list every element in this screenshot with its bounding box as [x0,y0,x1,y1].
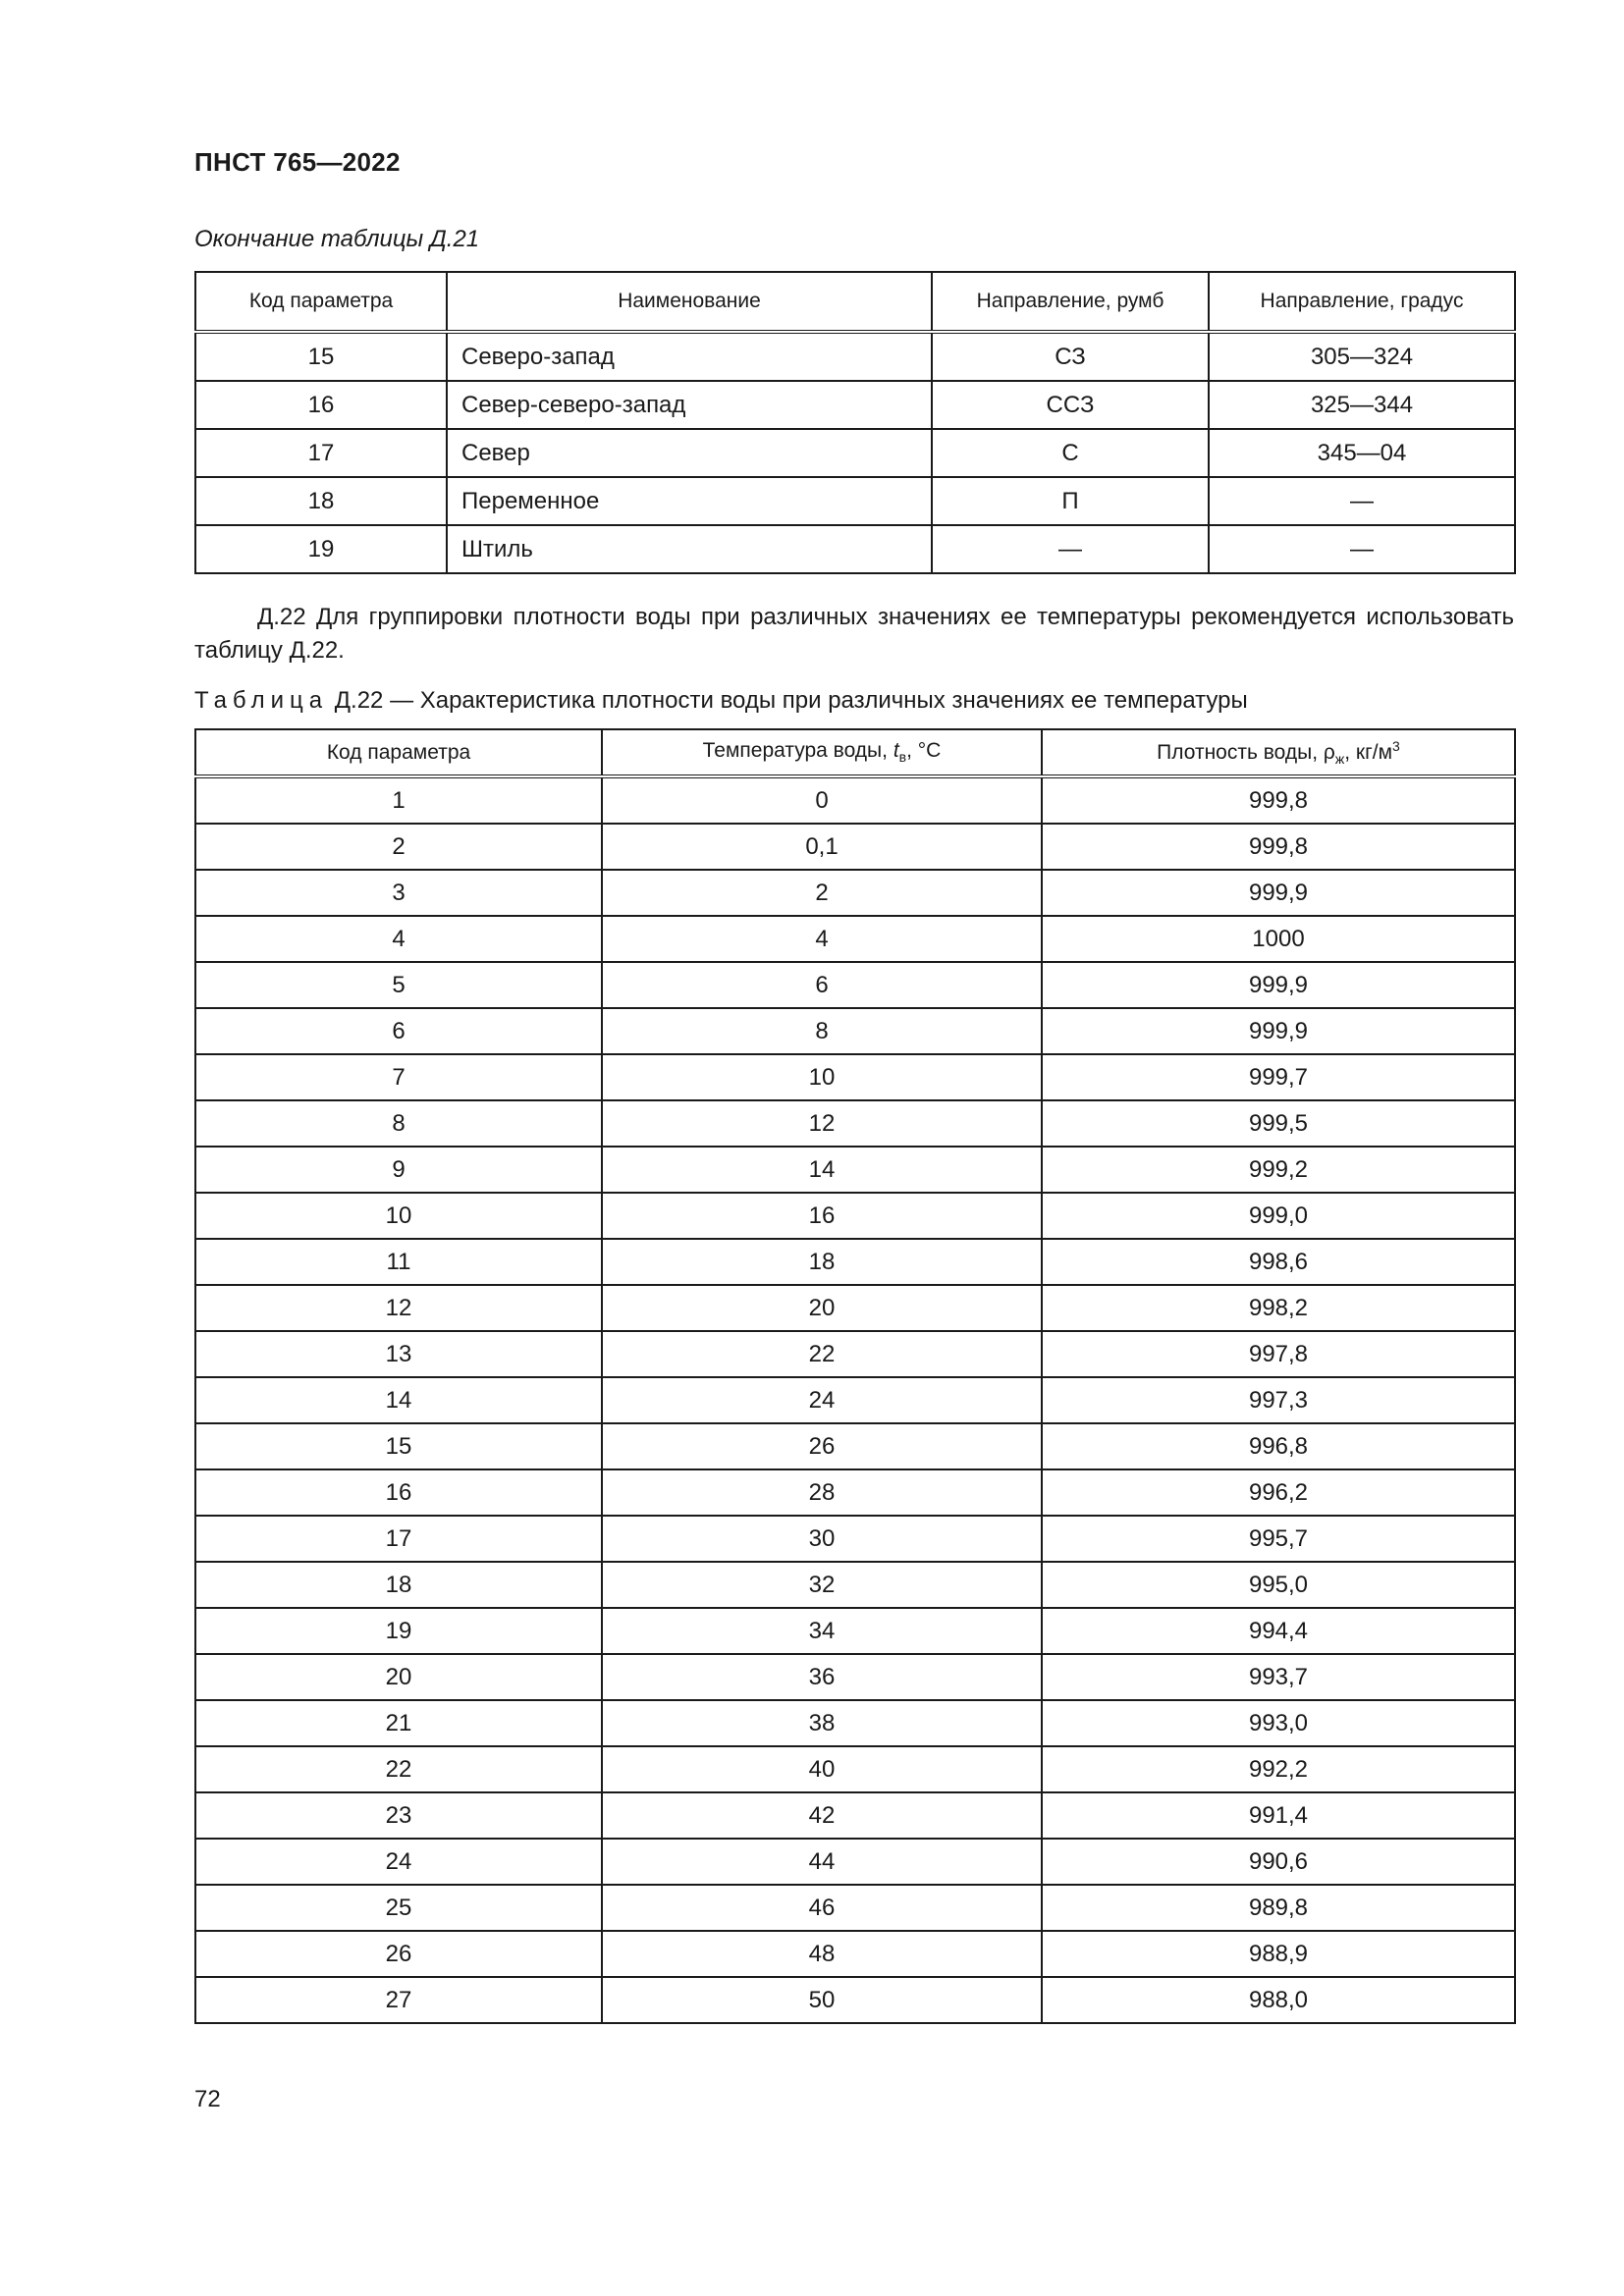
table-row [195,870,1515,916]
table-cell: 16 [195,1469,602,1516]
table-cell: Переменное [447,477,932,525]
table-cell: 15 [195,332,447,381]
temperature-subscript: в [898,749,907,766]
table-row [195,1885,1515,1931]
table-cell: 1000 [1042,916,1515,962]
table-cell: 7 [195,1054,602,1100]
table-cell: 995,0 [1042,1562,1515,1608]
table-row [195,1562,1515,1608]
table-cell: 989,8 [1042,1885,1515,1931]
table-row [195,1746,1515,1792]
caption-text: Д.22 — Характеристика плотности воды при различных значениях ее температуры [328,687,1248,714]
table-cell: 998,6 [1042,1239,1515,1285]
table-cell: 999,9 [1042,1008,1515,1054]
table-cell: Север-северо-запад [447,381,932,429]
table-cell: 9 [195,1147,602,1193]
table-cell: 3 [195,870,602,916]
table-cell: 999,9 [1042,870,1515,916]
table-cell: Штиль [447,525,932,573]
density-subscript: ж [1334,751,1345,768]
table-row [195,1792,1515,1839]
table-row [195,1608,1515,1654]
table-row [195,1839,1515,1885]
table-cell: 999,8 [1042,824,1515,870]
table-cell: 38 [602,1700,1042,1746]
table-cell: 325—344 [1209,381,1515,429]
table-cell: 8 [602,1008,1042,1054]
table-cell: 17 [195,1516,602,1562]
table-row [195,1100,1515,1147]
table-cell: 12 [602,1100,1042,1147]
table-row [195,1654,1515,1700]
table-cell: 999,2 [1042,1147,1515,1193]
table-d21 [194,271,1516,574]
table-cell: 18 [195,1562,602,1608]
table-cell: 993,7 [1042,1654,1515,1700]
temperature-unit: , °С [906,739,942,763]
table-cell: 46 [602,1885,1042,1931]
table-cell: 24 [602,1377,1042,1423]
temperature-symbol: t [893,739,899,763]
column-header: Наименование [447,272,932,332]
table-row [195,525,1515,573]
table-cell: 44 [602,1839,1042,1885]
table-row [195,1054,1515,1100]
table-cell: 999,8 [1042,776,1515,824]
table-cell: 997,8 [1042,1331,1515,1377]
table-cell: — [1209,477,1515,525]
table-cell: 48 [602,1931,1042,1977]
table-cell: 305—324 [1209,332,1515,381]
paragraph-d22: Д.22 Для группировки плотности воды при различных значениях ее температуры рекомендуется использовать таблицу Д.22. [194,604,1514,664]
table-cell: 21 [195,1700,602,1746]
table-header-row [195,729,1515,776]
table-cell: 17 [195,429,447,477]
table-cell: СЗ [932,332,1209,381]
table-cell: 12 [195,1285,602,1331]
table-cell: 18 [602,1239,1042,1285]
table-row [195,1285,1515,1331]
table-cell: 10 [195,1193,602,1239]
table-cell: 999,9 [1042,962,1515,1008]
table-cell: 16 [602,1193,1042,1239]
table-cell: 25 [195,1885,602,1931]
table-row [195,1469,1515,1516]
table-cell: 30 [602,1516,1042,1562]
table-cell: 995,7 [1042,1516,1515,1562]
table-cell: 988,9 [1042,1931,1515,1977]
table-row [195,1977,1515,2023]
table-row [195,1008,1515,1054]
table-row [195,776,1515,824]
table-cell: 34 [602,1608,1042,1654]
table-cell: 14 [602,1147,1042,1193]
table-d22-caption [194,687,1248,715]
header-text: Плотность воды, ρ [1157,740,1335,764]
table-cell: 22 [602,1331,1042,1377]
table-cell: 999,7 [1042,1054,1515,1100]
table-cell: 997,3 [1042,1377,1515,1423]
table-cell: 11 [195,1239,602,1285]
table-cell: 996,2 [1042,1469,1515,1516]
table-cell: 13 [195,1331,602,1377]
table-cell: — [1209,525,1515,573]
column-header: Направление, румб [932,272,1209,332]
table-cell: 5 [195,962,602,1008]
page-number: 72 [194,2086,221,2112]
table-row [195,824,1515,870]
table-cell: 40 [602,1746,1042,1792]
table-cell: 10 [602,1054,1042,1100]
table-row [195,332,1515,381]
table-row [195,381,1515,429]
table-cell: 14 [195,1377,602,1423]
table-row [195,477,1515,525]
table-cell: 32 [602,1562,1042,1608]
table-cell: 999,5 [1042,1100,1515,1147]
table-row [195,1516,1515,1562]
table-row [195,916,1515,962]
table-row [195,429,1515,477]
table-cell: 994,4 [1042,1608,1515,1654]
table-cell: 2 [602,870,1042,916]
table-d21-caption: Окончание таблицы Д.21 [194,226,480,252]
table-cell: 50 [602,1977,1042,2023]
table-cell: 27 [195,1977,602,2023]
table-row [195,1193,1515,1239]
table-cell: 28 [602,1469,1042,1516]
column-header-code: Код параметра [195,729,602,776]
table-cell: 20 [602,1285,1042,1331]
document-header: ПНСТ 765—2022 [194,147,401,177]
table-cell: 6 [195,1008,602,1054]
table-cell: С [932,429,1209,477]
table-cell: ССЗ [932,381,1209,429]
table-cell: Север [447,429,932,477]
table-cell: 42 [602,1792,1042,1839]
table-cell: 345—04 [1209,429,1515,477]
table-row [195,1147,1515,1193]
table-cell: 4 [602,916,1042,962]
table-cell: 1 [195,776,602,824]
table-cell: 36 [602,1654,1042,1700]
table-cell: 20 [195,1654,602,1700]
column-header-temperature [602,729,1042,776]
table-cell: 19 [195,1608,602,1654]
caption-label: Таблица [194,687,329,714]
table-cell: 23 [195,1792,602,1839]
table-cell: 16 [195,381,447,429]
table-cell: 991,4 [1042,1792,1515,1839]
table-row [195,1331,1515,1377]
table-cell: 0,1 [602,824,1042,870]
table-cell: 996,8 [1042,1423,1515,1469]
table-cell: П [932,477,1209,525]
table-row [195,1700,1515,1746]
table-cell: 15 [195,1423,602,1469]
density-unit: , кг/м [1344,740,1393,764]
column-header-density [1042,729,1515,776]
table-cell: 8 [195,1100,602,1147]
table-cell: 24 [195,1839,602,1885]
column-header: Направление, градус [1209,272,1515,332]
table-cell: 988,0 [1042,1977,1515,2023]
table-cell: 18 [195,477,447,525]
density-superscript: 3 [1392,737,1400,754]
table-cell: 990,6 [1042,1839,1515,1885]
table-cell: 6 [602,962,1042,1008]
table-cell: 26 [602,1423,1042,1469]
table-cell: 993,0 [1042,1700,1515,1746]
table-cell: 2 [195,824,602,870]
table-row [195,1239,1515,1285]
table-cell: 992,2 [1042,1746,1515,1792]
table-header-row [195,272,1515,332]
table-cell: 4 [195,916,602,962]
table-cell: 0 [602,776,1042,824]
table-cell: 998,2 [1042,1285,1515,1331]
table-cell: — [932,525,1209,573]
table-cell: Северо-запад [447,332,932,381]
table-row [195,962,1515,1008]
table-row [195,1931,1515,1977]
header-text: Температура воды, [702,739,893,763]
table-row [195,1423,1515,1469]
table-cell: 19 [195,525,447,573]
table-cell: 26 [195,1931,602,1977]
table-d22 [194,728,1516,2024]
table-cell: 999,0 [1042,1193,1515,1239]
column-header: Код параметра [195,272,447,332]
table-cell: 22 [195,1746,602,1792]
table-row [195,1377,1515,1423]
